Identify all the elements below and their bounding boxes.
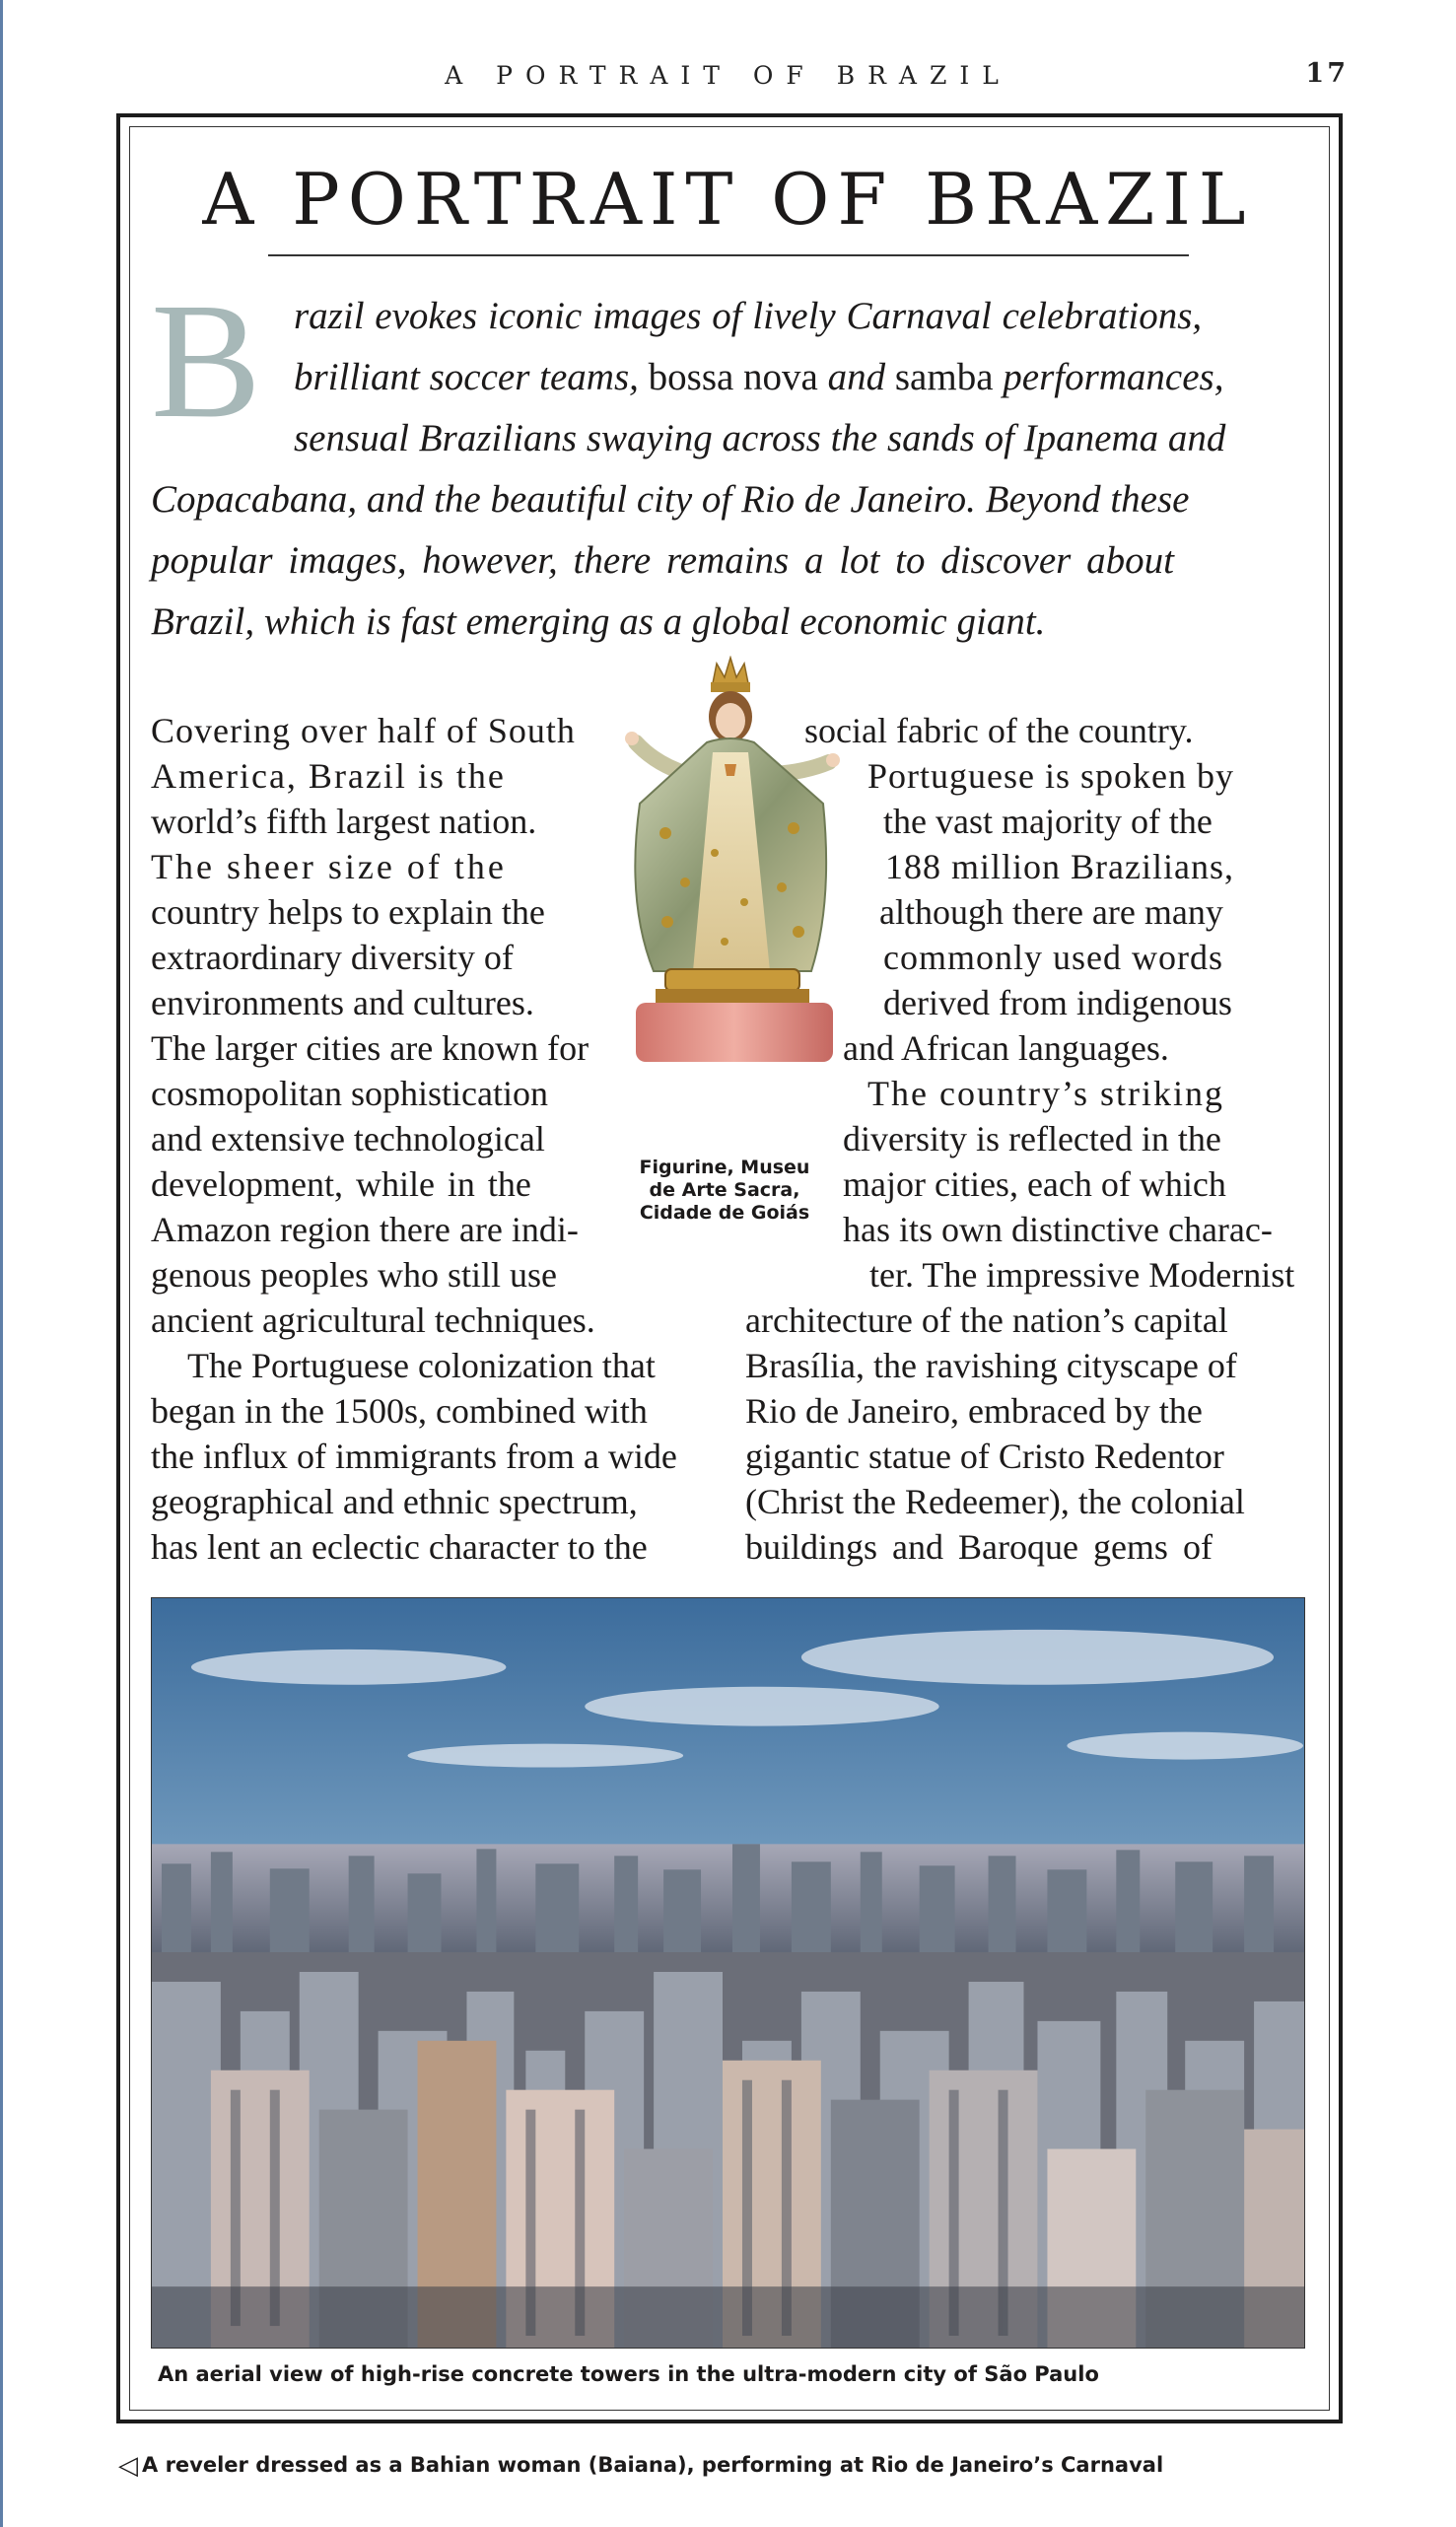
body-text-line: cosmopolitan sophistication bbox=[151, 1074, 548, 1113]
body-text-line: Brasília, the ravishing cityscape of bbox=[745, 1346, 1237, 1385]
body-text-line: major cities, each of which bbox=[843, 1164, 1226, 1204]
body-text-line: The country’s striking bbox=[867, 1074, 1224, 1113]
body-text-line: (Christ the Redeemer), the colonial bbox=[745, 1482, 1245, 1521]
body-text-line: architecture of the nation’s capital bbox=[745, 1300, 1228, 1340]
body-text-line: country helps to explain the bbox=[151, 892, 545, 932]
body-text-line: gigantic statue of Cristo Redentor bbox=[745, 1437, 1224, 1476]
page-edge-rule bbox=[0, 0, 3, 2527]
body-text-line: development, while in the bbox=[151, 1164, 531, 1204]
body-text-line: the vast majority of the bbox=[883, 802, 1213, 841]
body-text-line: has its own distinctive charac- bbox=[843, 1210, 1273, 1249]
footer-caption bbox=[118, 2451, 1163, 2481]
figurine-caption: Figurine, Museu de Arte Sacra, Cidade de Goiás bbox=[639, 1157, 810, 1224]
intro-line: Copacabana, and the beautiful city of Rio de Janeiro. Beyond these bbox=[151, 478, 1190, 521]
intro-line: popular images, however, there remains a lot to discover about bbox=[151, 539, 1174, 582]
body-text-line: began in the 1500s, combined with bbox=[151, 1391, 648, 1431]
body-text-line: and extensive technological bbox=[151, 1119, 545, 1158]
photo-caption: An aerial view of high-rise concrete towers in the ultra-modern city of São Paulo bbox=[158, 2362, 1099, 2386]
intro-line: Brazil, which is fast emerging as a global economic giant. bbox=[151, 600, 1046, 643]
body-text-line: and African languages. bbox=[843, 1028, 1169, 1068]
body-text-line: derived from indigenous bbox=[883, 983, 1232, 1022]
body-text-line: environments and cultures. bbox=[151, 983, 534, 1022]
body-text-line: 188 million Brazilians, bbox=[885, 847, 1234, 886]
body-text-line: ancient agricultural techniques. bbox=[151, 1300, 595, 1340]
running-header: A PORTRAIT OF BRAZIL bbox=[445, 61, 1011, 90]
page-number: 17 bbox=[1305, 58, 1349, 89]
body-text-line: world’s fifth largest nation. bbox=[151, 802, 537, 841]
body-text-line: Amazon region there are indi- bbox=[151, 1210, 579, 1249]
body-text-line: The sheer size of the bbox=[151, 847, 507, 886]
body-text-line: ter. The impressive Modernist bbox=[869, 1255, 1295, 1295]
intro-line: razil evokes iconic images of lively Carnaval celebrations, bbox=[294, 295, 1203, 337]
figurine-image bbox=[596, 656, 863, 1109]
footer-caption-text: A reveler dressed as a Bahian woman (Baiana), performing at Rio de Janeiro’s Carnaval bbox=[142, 2453, 1164, 2477]
body-text-line: Rio de Janeiro, embraced by the bbox=[745, 1391, 1203, 1431]
page-title: A PORTRAIT OF BRAZIL bbox=[202, 158, 1254, 241]
body-text-line: The larger cities are known for bbox=[151, 1028, 589, 1068]
body-text-line: extraordinary diversity of bbox=[151, 938, 514, 977]
body-text-line: has lent an eclectic character to the bbox=[151, 1527, 648, 1567]
body-text-line: geographical and ethnic spectrum, bbox=[151, 1482, 638, 1521]
intro-line: brilliant soccer teams, bossa nova and samba performances, bbox=[294, 356, 1224, 398]
body-text-line: The Portuguese colonization that bbox=[187, 1346, 656, 1385]
body-text-line: the influx of immigrants from a wide bbox=[151, 1437, 677, 1476]
body-text-line: commonly used words bbox=[883, 938, 1223, 977]
body-text-line: genous peoples who still use bbox=[151, 1255, 557, 1295]
city-aerial-photo bbox=[151, 1597, 1305, 2349]
body-text-line: Covering over half of South bbox=[151, 711, 576, 750]
drop-cap: B bbox=[151, 269, 262, 453]
body-text-line: Portuguese is spoken by bbox=[867, 756, 1234, 796]
body-text-line: America, Brazil is the bbox=[151, 756, 506, 796]
body-text-line: social fabric of the country. bbox=[804, 711, 1194, 750]
left-arrow-icon: ◁ bbox=[118, 2451, 138, 2481]
intro-line: sensual Brazilians swaying across the sands of Ipanema and bbox=[294, 417, 1226, 459]
body-text-line: although there are many bbox=[879, 892, 1223, 932]
title-underline bbox=[268, 254, 1189, 256]
body-text-line: buildings and Baroque gems of bbox=[745, 1527, 1213, 1567]
body-text-line: diversity is reflected in the bbox=[843, 1119, 1221, 1158]
